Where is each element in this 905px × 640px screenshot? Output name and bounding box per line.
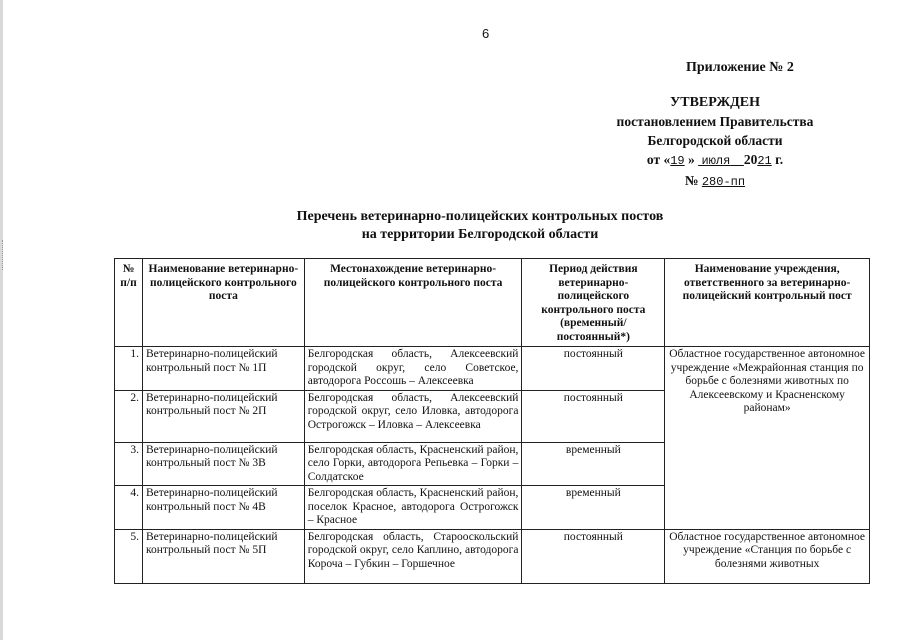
date-prefix: от « xyxy=(646,152,671,167)
header-post-name: Наименование ветеринарно-полицейского контрольного поста xyxy=(142,259,304,347)
date-day: 19 xyxy=(670,154,685,168)
row-number: 3. xyxy=(115,442,143,486)
post-location: Белгородская область, Алексеевский городской округ, село Советское, автодорога Россошь – Алексеевка xyxy=(304,347,522,391)
date-year: 21 xyxy=(757,154,772,168)
post-name: Ветеринарно-полицейский контрольный пост № 5П xyxy=(142,529,304,583)
post-name: Ветеринарно-полицейский контрольный пост № 1П xyxy=(142,347,304,391)
posts-table xyxy=(114,258,870,584)
post-period: временный xyxy=(522,442,665,486)
year-prefix: 20 xyxy=(743,152,758,167)
post-period: постоянный xyxy=(522,390,665,442)
header-period: Период действия ветеринарно-полицейского контрольного поста (временный/ постоянный*) xyxy=(522,259,665,347)
appendix-label: Приложение № 2 xyxy=(686,60,794,75)
number-value: 280-пп xyxy=(701,175,746,189)
approval-number xyxy=(585,171,845,192)
post-period: временный xyxy=(522,486,665,530)
title-line1: Перечень ветеринарно-полицейских контрольных постов xyxy=(296,209,664,224)
header-number: № п/п xyxy=(115,259,143,347)
margin-mark xyxy=(2,240,7,270)
row-number: 2. xyxy=(115,390,143,442)
approval-date xyxy=(585,150,845,171)
post-name: Ветеринарно-полицейский контрольный пост № 4В xyxy=(142,486,304,530)
date-month: июля xyxy=(701,154,731,168)
number-prefix: № xyxy=(684,173,699,188)
row-number: 5. xyxy=(115,529,143,583)
post-period: постоянный xyxy=(522,347,665,391)
title-line2: на территории Белгородской области xyxy=(361,227,599,242)
approval-block xyxy=(585,93,845,192)
date-mid: » xyxy=(688,152,695,167)
year-suffix: г. xyxy=(775,152,784,167)
table-row xyxy=(115,529,870,583)
table-header-row xyxy=(115,259,870,347)
page-number: 6 xyxy=(482,26,490,41)
table-row xyxy=(115,347,870,391)
approval-heading: УТВЕРЖДЕН xyxy=(669,95,761,110)
row-number: 1. xyxy=(115,347,143,391)
document-title xyxy=(170,208,790,244)
post-location: Белгородская область, Красненский район, поселок Красное, автодорога Острогожск – Красное xyxy=(304,486,522,530)
post-location: Белгородская область, Алексеевский городской округ, село Иловка, автодорога Острогожск – Иловка – Алексеевка xyxy=(304,390,522,442)
approval-line1: постановлением Правительства xyxy=(616,114,814,129)
scan-edge xyxy=(0,0,3,640)
header-location: Местонахождение ветеринарно-полицейского контрольного поста xyxy=(304,259,522,347)
row-number: 4. xyxy=(115,486,143,530)
post-name: Ветеринарно-полицейский контрольный пост № 2П xyxy=(142,390,304,442)
approval-line2: Белгородской области xyxy=(647,133,783,148)
institution-cell: Областное государственное автономное учреждение «Межрайонная станция по борьбе с болезнями животных по Алексеевскому и Красненскому районам» xyxy=(665,347,870,530)
institution-cell: Областное государственное автономное учреждение «Станция по борьбе с болезнями животных xyxy=(665,529,870,583)
header-institution: Наименование учреждения, ответственного за ветеринарно-полицейский контрольный пост xyxy=(665,259,870,347)
post-name: Ветеринарно-полицейский контрольный пост № 3В xyxy=(142,442,304,486)
post-location: Белгородская область, Старооскольский городской округ, село Каплино, автодорога Короча – Губкин – Горшечное xyxy=(304,529,522,583)
post-location: Белгородская область, Красненский район, село Горки, автодорога Репьевка – Горки – Солдатское xyxy=(304,442,522,486)
post-period: постоянный xyxy=(522,529,665,583)
